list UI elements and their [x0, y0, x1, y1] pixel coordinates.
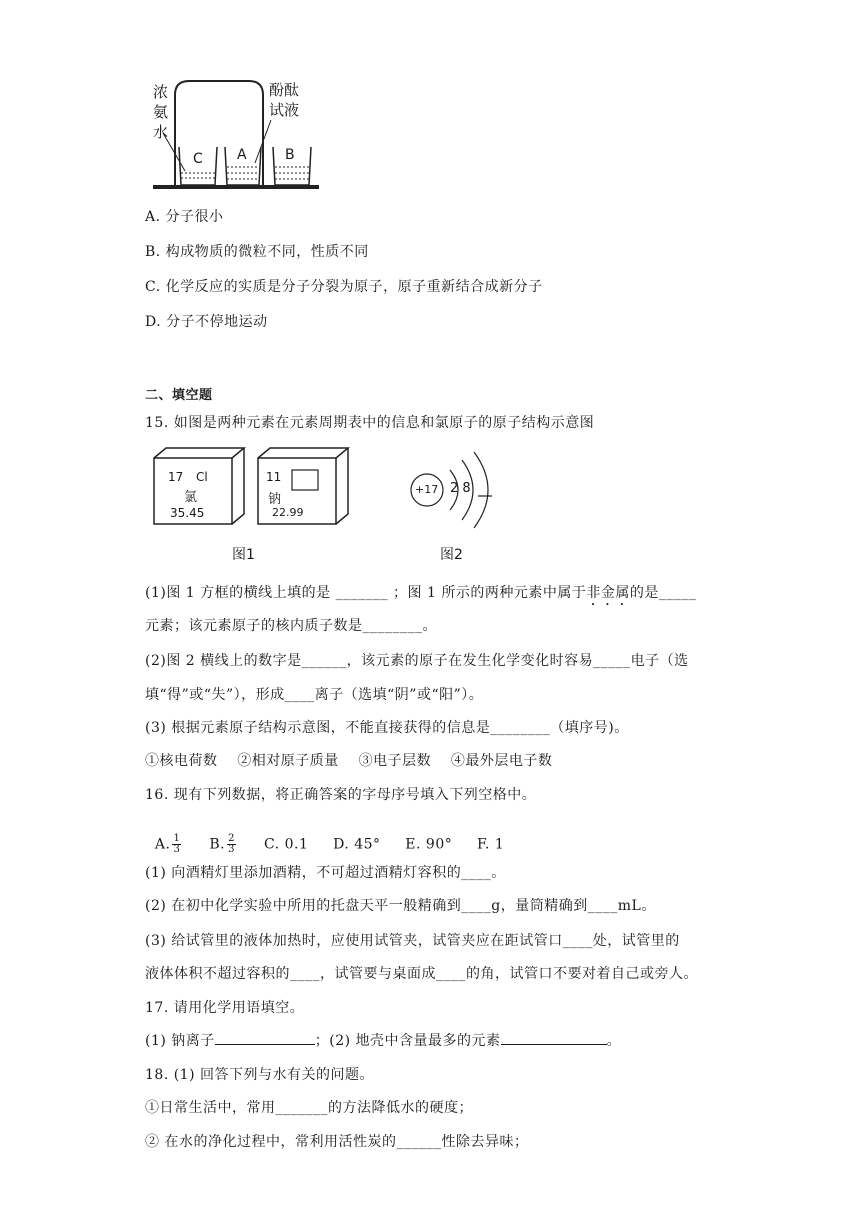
figure-2-caption: 图2	[440, 547, 463, 563]
q16-options-rest: C. 0.1 D. 45° E. 90° F. 1	[263, 836, 505, 853]
section-title: 二、填空题	[145, 388, 213, 403]
label-phenolphthalein-2: 试液	[269, 101, 300, 119]
question-18-stem: 18. (1) 回答下列与水有关的问题。	[145, 1067, 374, 1083]
cl-symbol: Cl	[196, 470, 208, 484]
beaker-a-label: A	[237, 147, 247, 163]
q17-end: 。	[606, 1033, 622, 1049]
fraction-b-numerator: 2	[228, 833, 235, 844]
q16-option-b-label: B.	[209, 836, 226, 853]
beaker-b-label: B	[285, 147, 295, 163]
q16-option-a-label: A.	[154, 836, 171, 853]
fraction-a-denominator: 3	[173, 844, 181, 855]
beaker-c-label: C	[193, 151, 203, 167]
q15-choices: ①核电荷数 ②相对原子质量 ③电子层数 ④最外层电子数	[145, 753, 553, 769]
label-phenolphthalein-1: 酚酞	[269, 81, 300, 99]
na-name: 钠	[268, 492, 282, 507]
q15-part1-line2: 元素；该元素原子的核内质子数是________。	[145, 618, 437, 634]
option-c: C. 化学反应的实质是分子分裂为原子，原子重新结合成新分子	[145, 279, 543, 295]
q15-part2-line1: (2)图 2 横线上的数字是______，该元素的原子在发生化学变化时容易_____电子（选	[145, 653, 689, 669]
element-cards-figure	[150, 444, 510, 564]
q16-part3-line2: 液体体积不超过容积的____，试管要与桌面成____的角，试管口不要对着自己或旁人。	[145, 966, 698, 982]
na-mass: 22.99	[272, 506, 304, 519]
q18-item2: ② 在水的净化过程中，常利用活性炭的______性除去异味；	[145, 1134, 529, 1150]
q17-blank-2	[501, 1030, 607, 1045]
electron-shells: 2 8	[450, 481, 471, 496]
q15-part1-b: 的是_____	[629, 585, 697, 601]
q18-item1: ①日常生活中，常用_______的方法降低水的硬度；	[145, 1100, 473, 1116]
q16-part1: (1) 向酒精灯里添加酒精，不可超过酒精灯容积的____。	[145, 865, 506, 881]
q15-part1-line1	[145, 582, 696, 609]
option-d: D. 分子不停地运动	[145, 314, 268, 330]
q15-part2-line2: 填“得”或“失”），形成____离子（选填“阴”或“阳”）。	[145, 687, 484, 703]
fraction-two-thirds	[227, 834, 236, 855]
q17-parts	[145, 1030, 621, 1050]
na-number: 11	[266, 470, 282, 484]
q16-options	[145, 818, 504, 855]
question-15-stem: 15. 如图是两种元素在元素周期表中的信息和氯原子的原子结构示意图	[145, 415, 595, 431]
fraction-a-numerator: 1	[173, 833, 181, 844]
q15-part1-a: (1)图 1 方框的横线上填的是 _______ ；图 1 所示的两种元素中属于	[145, 585, 587, 601]
option-a: A. 分子很小	[145, 209, 224, 225]
nucleus-charge: +17	[415, 483, 439, 496]
label-ammonia-2: 氨	[153, 103, 169, 121]
fraction-b-denominator: 3	[228, 844, 235, 855]
cl-mass: 35.45	[170, 506, 205, 520]
label-ammonia-3: 水	[153, 123, 169, 141]
ammonia-experiment-figure	[145, 75, 325, 195]
q17-part2: ；(2) 地壳中含量最多的元素	[314, 1033, 501, 1049]
question-17-stem: 17. 请用化学用语填空。	[145, 1000, 305, 1016]
label-ammonia-1: 浓	[153, 83, 169, 101]
q17-blank-1	[215, 1030, 315, 1045]
cl-number: 17	[168, 470, 184, 484]
q16-part2: (2) 在初中化学实验中所用的托盘天平一般精确到____g，量筒精确到____mL。	[145, 898, 656, 914]
option-b: B. 构成物质的微粒不同，性质不同	[145, 244, 369, 260]
figure-1-caption: 图1	[232, 547, 255, 563]
q15-part3: (3) 根据元素原子结构示意图，不能直接获得的信息是________（填序号)。	[145, 720, 629, 736]
q17-part1: (1) 钠离子	[145, 1033, 215, 1049]
cl-name: 氯	[184, 490, 198, 505]
fraction-one-third	[172, 834, 181, 855]
q16-part3-line1: (3) 给试管里的液体加热时，应使用试管夹，试管夹应在距试管口____处，试管里的	[145, 933, 680, 949]
question-16-stem: 16. 现有下列数据，将正确答案的字母序号填入下列空格中。	[145, 787, 537, 803]
q15-part1-emphasis: 非金属	[586, 585, 630, 601]
